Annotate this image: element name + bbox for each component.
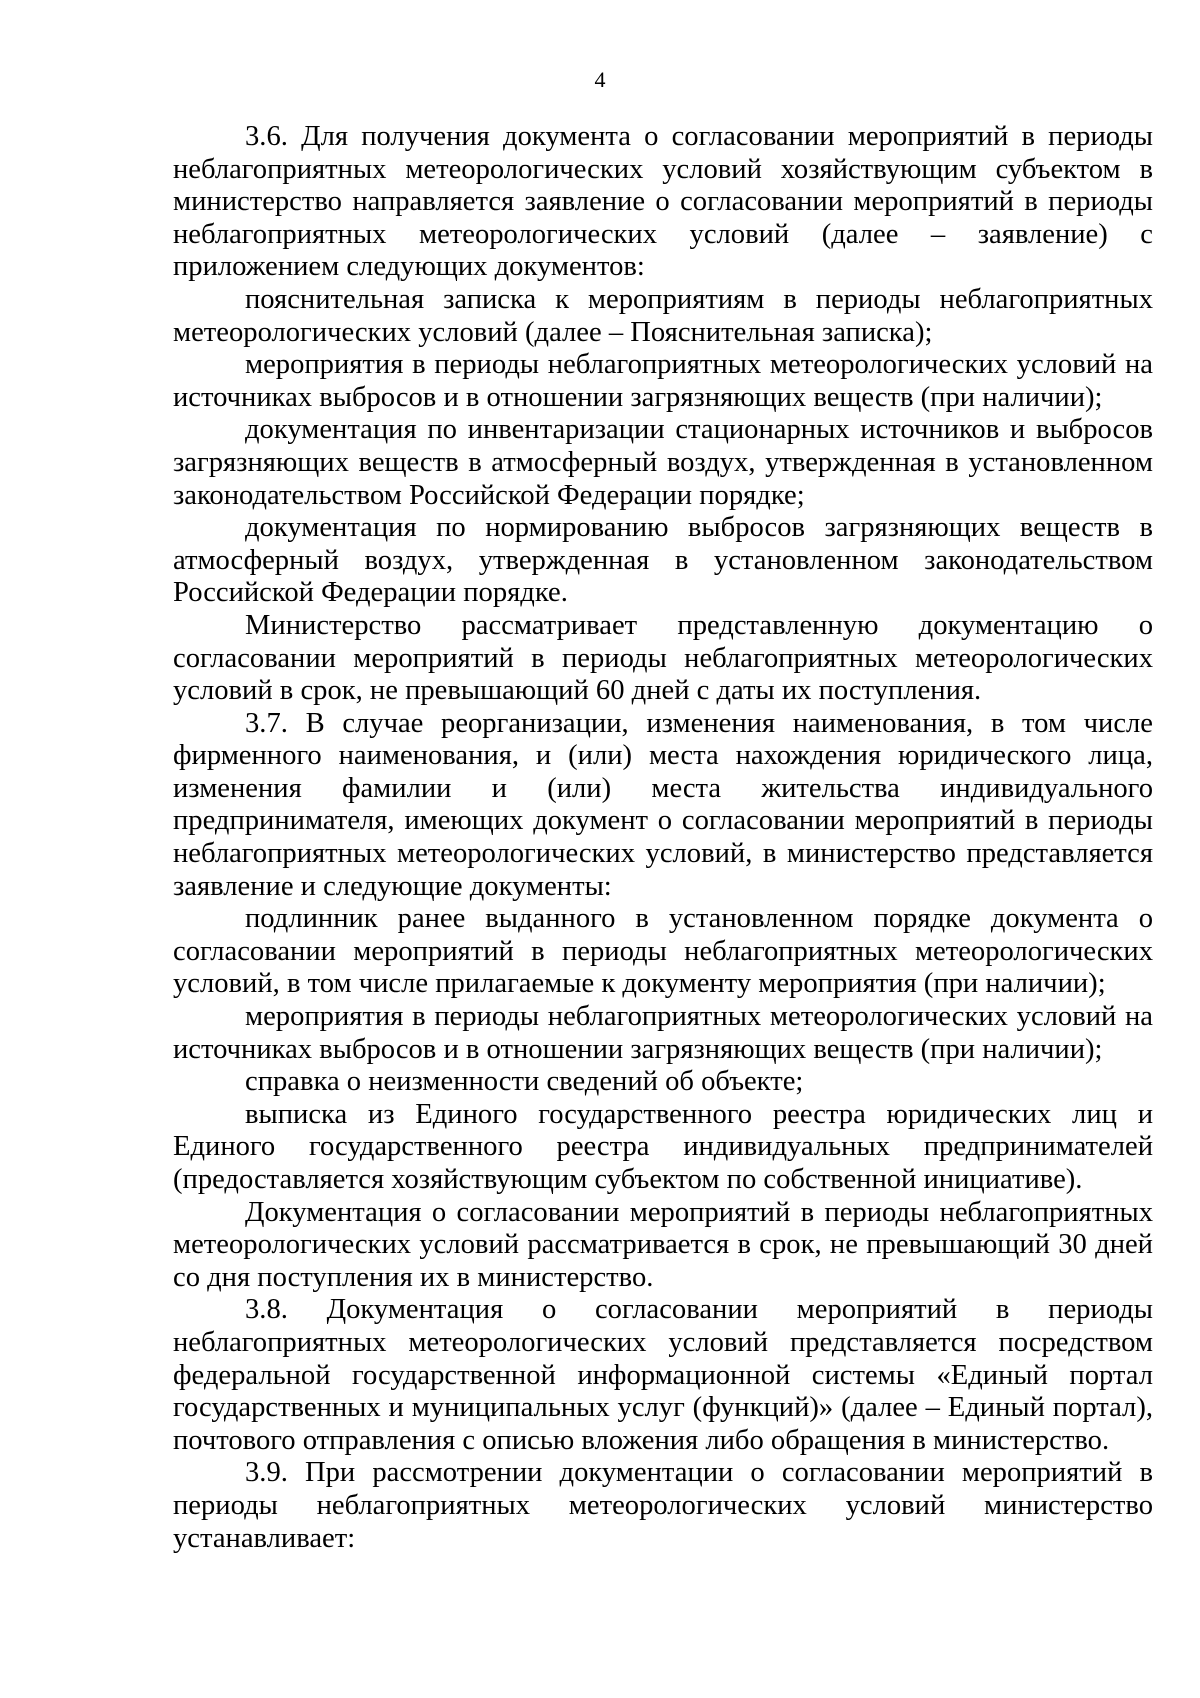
paragraph-3-8: 3.8. Документация о согласовании мероприятий в периоды неблагоприятных метеорологических условий представляется посредством федеральной государственной информационной системы «Единый портал государственных и муниципальных услуг (функций)» (далее – Единый портал), почтового отправления с описью вложения либо обращения в министерство. (173, 1294, 1153, 1456)
paragraph-3-9: 3.9. При рассмотрении документации о согласовании мероприятий в периоды неблагоприятных метеорологических условий министерство устанавливает: (173, 1457, 1153, 1554)
list-item-certificate: справка о неизменности сведений об объекте; (245, 1066, 804, 1098)
list-item-registry-extract: выписка из Единого государственного реестра юридических лиц и Единого государственного реестра индивидуальных предпринимателей (предоставляется хозяйствующим субъектом по собственной инициативе). (173, 1098, 1153, 1195)
paragraph-3-6: 3.6. Для получения документа о согласовании мероприятий в периоды неблагоприятных метеорологических условий хозяйствующим субъектом в министерство направляется заявление о согласовании мероприятий в периоды неблагоприятных метеорологических условий (далее – заявление) с приложением следующих документов: (173, 121, 1153, 283)
list-item-measures-2: мероприятия в периоды неблагоприятных метеорологических условий на источниках выбросов и в отношении загрязняющих веществ (при наличии); (173, 1001, 1153, 1065)
list-item-explanatory-note: пояснительная записка к мероприятиям в периоды неблагоприятных метеорологических условий (далее – Пояснительная записка); (173, 283, 1153, 348)
document-body (173, 121, 1153, 1555)
page-number: 4 (594, 67, 606, 92)
list-item-original-document: подлинник ранее выданного в установленном порядке документа о согласовании мероприятий в периоды неблагоприятных метеорологических условий, в том числе прилагаемые к документу мероприятия (при наличии); (173, 903, 1153, 1000)
paragraph-review-60-days: Министерство рассматривает представленную документацию о согласовании мероприятий в периоды неблагоприятных метеорологических условий в срок, не превышающий 60 дней с даты их поступления. (173, 609, 1153, 707)
list-item-inventory-docs: документация по инвентаризации стационарных источников и выбросов загрязняющих веществ в атмосферный воздух, утвержденная в установленном законодательством Российской Федерации порядке; (173, 414, 1153, 511)
list-item-measures: мероприятия в периоды неблагоприятных метеорологических условий на источниках выбросов и в отношении загрязняющих веществ (при наличии); (173, 349, 1153, 413)
paragraph-review-30-days: Документация о согласовании мероприятий в периоды неблагоприятных метеорологических условий рассматривается в срок, не превышающий 30 дней со дня поступления их в министерство. (173, 1196, 1153, 1293)
paragraph-3-7: 3.7. В случае реорганизации, изменения наименования, в том числе фирменного наименования, и (или) места нахождения юридического лица, изменения фамилии и (или) места жительства индивидуального предпринимателя, имеющих документ о согласовании мероприятий в периоды неблагоприятных метеорологических условий, в министерство представляется заявление и следующие документы: (173, 707, 1153, 902)
list-item-emission-rationing-docs: документация по нормированию выбросов загрязняющих веществ в атмосферный воздух, утвержденная в установленном законодательством Российской Федерации порядке. (173, 512, 1153, 609)
